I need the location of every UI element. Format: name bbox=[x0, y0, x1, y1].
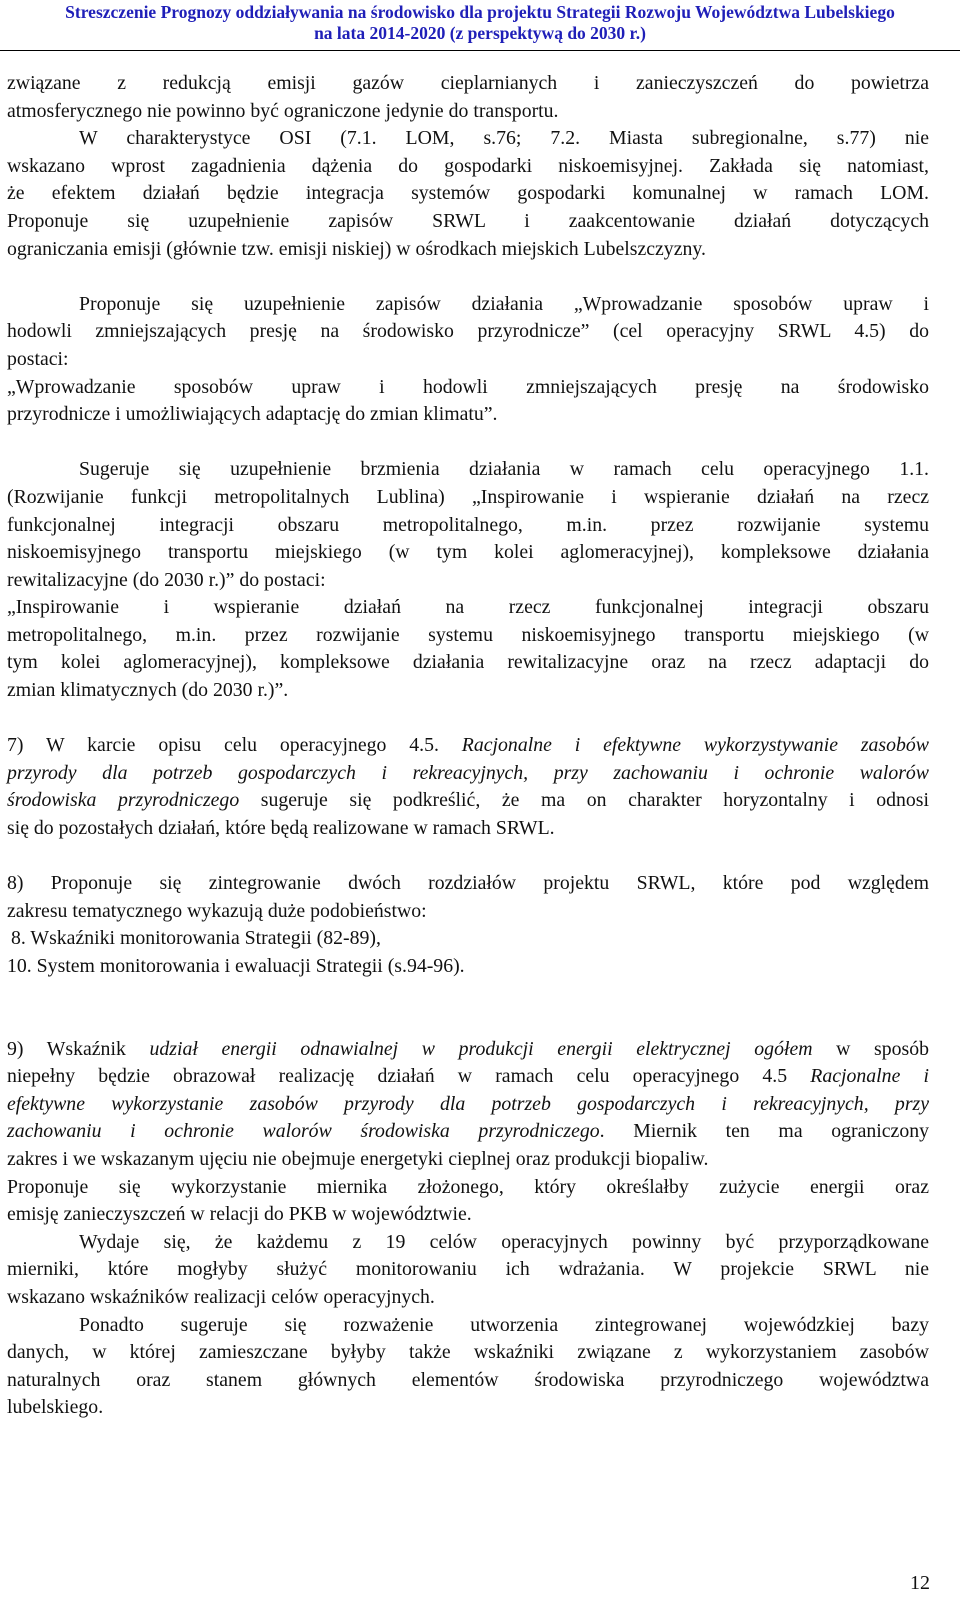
text-line: zachowaniu i ochronie walorów środowiska przyrodniczego. Miernik ten ma ograniczony bbox=[7, 1120, 929, 1143]
page-header bbox=[0, 2, 960, 51]
text-line: Proponuje się uzupełnienie zapisów działania „Wprowadzanie sposobów upraw i bbox=[79, 292, 929, 315]
text-line: danych, w której zamieszczane byłyby także wskaźniki związane z wykorzystaniem zasobów bbox=[7, 1341, 929, 1364]
text-line: zakresu tematycznego wykazują duże podobieństwo: bbox=[7, 899, 427, 922]
text-line: „Inspirowanie i wspieranie działań na rzecz funkcjonalnej integracji obszaru bbox=[7, 596, 929, 619]
text-line: Ponadto sugeruje się rozważenie utworzenia zintegrowanej wojewódzkiej bazy bbox=[79, 1313, 929, 1336]
text-line: Sugeruje się uzupełnienie brzmienia działania w ramach celu operacyjnego 1.1. bbox=[79, 458, 929, 481]
text-line: wskazano wskaźników realizacji celów operacyjnych. bbox=[7, 1285, 435, 1308]
text-line: tym kolei aglomeracyjnej), kompleksowe działania rewitalizacyjne oraz na rzecz adaptacji do bbox=[7, 651, 929, 674]
text-line: 8) Proponuje się zintegrowanie dwóch rozdziałów projektu SRWL, które pod względem bbox=[7, 872, 929, 895]
paragraph-1 bbox=[7, 70, 929, 263]
text-line: metropolitalnego, m.in. przez rozwijanie systemu niskoemisyjnego transportu miejskiego (w bbox=[7, 623, 929, 646]
paragraph-4 bbox=[7, 732, 929, 842]
text-line: niskoemisyjnego transportu miejskiego (w tym kolei aglomeracyjnej), kompleksowe działania bbox=[7, 541, 929, 564]
text-line: 9) Wskaźnik udział energii odnawialnej w produkcji energii elektrycznej ogółem w sposób bbox=[7, 1037, 930, 1060]
text-line: środowiska przyrodniczego sugeruje się podkreślić, że ma on charakter horyzontalny i odnosi bbox=[7, 789, 929, 812]
text-line: lubelskiego. bbox=[7, 1396, 104, 1419]
paragraph-2 bbox=[7, 291, 929, 429]
text-line: W charakterystyce OSI (7.1. LOM, s.76; 7.2. Miasta subregionalne, s.77) nie bbox=[79, 127, 929, 150]
text-line: emisję zanieczyszczeń w relacji do PKB w województwie. bbox=[7, 1203, 472, 1226]
paragraph-5 bbox=[7, 870, 929, 980]
text-line: funkcjonalnej integracji obszaru metropolitalnego, m.in. przez rozwijanie systemu bbox=[7, 513, 929, 536]
text-line: Proponuje się wykorzystanie miernika złożonego, który określałby zużycie energii oraz bbox=[7, 1175, 929, 1198]
text-line: związane z redukcją emisji gazów cieplarnianych i zanieczyszczeń do powietrza bbox=[7, 72, 929, 94]
text-line: 10. System monitorowania i ewaluacji Strategii (s.94-96). bbox=[7, 955, 465, 977]
header-line-2: na lata 2014-2020 (z perspektywą do 2030 r.) bbox=[314, 23, 646, 43]
paragraph-6 bbox=[7, 1036, 929, 1229]
paragraph-8 bbox=[7, 1312, 929, 1422]
text-line: atmosferycznego nie powinno być ograniczone jedynie do transportu. bbox=[7, 99, 559, 122]
header-line-1: Streszczenie Prognozy oddziaływania na środowisko dla projektu Strategii Rozwoju Województwa Lubelskiego bbox=[65, 2, 895, 22]
text-line: efektywne wykorzystanie zasobów przyrody dla potrzeb gospodarczych i rekreacyjnych, przy bbox=[7, 1092, 929, 1115]
paragraph-7 bbox=[7, 1229, 929, 1312]
text-line: że efektem działań będzie integracja systemów gospodarki komunalnej w ramach LOM. bbox=[7, 182, 929, 205]
text-line: zmian klimatycznych (do 2030 r.)”. bbox=[7, 679, 289, 702]
text-line: przyrodnicze i umożliwiających adaptację do zmian klimatu”. bbox=[7, 403, 498, 426]
document-body bbox=[7, 70, 929, 1422]
text-line: przyrody dla potrzeb gospodarczych i rekreacyjnych, przy zachowaniu i ochronie walorów bbox=[7, 761, 929, 784]
text-line: postaci: bbox=[7, 347, 69, 370]
text-line: (Rozwijanie funkcji metropolitalnych Lublina) „Inspirowanie i wspieranie działań na rzecz bbox=[7, 485, 929, 508]
text-line: niepełny będzie obrazował realizację działań w ramach celu operacyjnego 4.5 Racjonalne i bbox=[7, 1065, 930, 1088]
text-line: rewitalizacyjne (do 2030 r.)” do postaci: bbox=[7, 568, 326, 591]
text-line: zakres i we wskazanym ujęciu nie obejmuje energetyki cieplnej oraz produkcji biopaliw. bbox=[7, 1147, 709, 1170]
text-line: wskazano wprost zagadnienia dążenia do gospodarki niskoemisyjnej. Zakłada się natomiast, bbox=[7, 154, 929, 177]
text-line: 8. Wskaźniki monitorowania Strategii (82-89), bbox=[11, 927, 381, 950]
text-line: mierniki, które mogłyby służyć monitorowaniu ich wdrażania. W projekcie SRWL nie bbox=[7, 1258, 929, 1281]
text-line: Proponuje się uzupełnienie zapisów SRWL i zaakcentowanie działań dotyczących bbox=[7, 209, 929, 232]
page-number: 12 bbox=[910, 1572, 930, 1594]
text-line: naturalnych oraz stanem głównych elementów środowiska przyrodniczego województwa bbox=[7, 1368, 929, 1391]
text-line: ograniczania emisji (głównie tzw. emisji niskiej) w ośrodkach miejskich Lubelszczyzny. bbox=[7, 237, 706, 260]
text-line: hodowli zmniejszających presję na środowisko przyrodnicze” (cel operacyjny SRWL 4.5) do bbox=[7, 320, 929, 343]
text-line: 7) W karcie opisu celu operacyjnego 4.5. Racjonalne i efektywne wykorzystywanie zasobów bbox=[7, 734, 929, 757]
paragraph-3 bbox=[7, 456, 929, 704]
text-line: się do pozostałych działań, które będą realizowane w ramach SRWL. bbox=[7, 817, 555, 840]
text-line: „Wprowadzanie sposobów upraw i hodowli zmniejszających presję na środowisko bbox=[7, 375, 929, 398]
text-line: Wydaje się, że każdemu z 19 celów operacyjnych powinny być przyporządkowane bbox=[79, 1230, 929, 1253]
